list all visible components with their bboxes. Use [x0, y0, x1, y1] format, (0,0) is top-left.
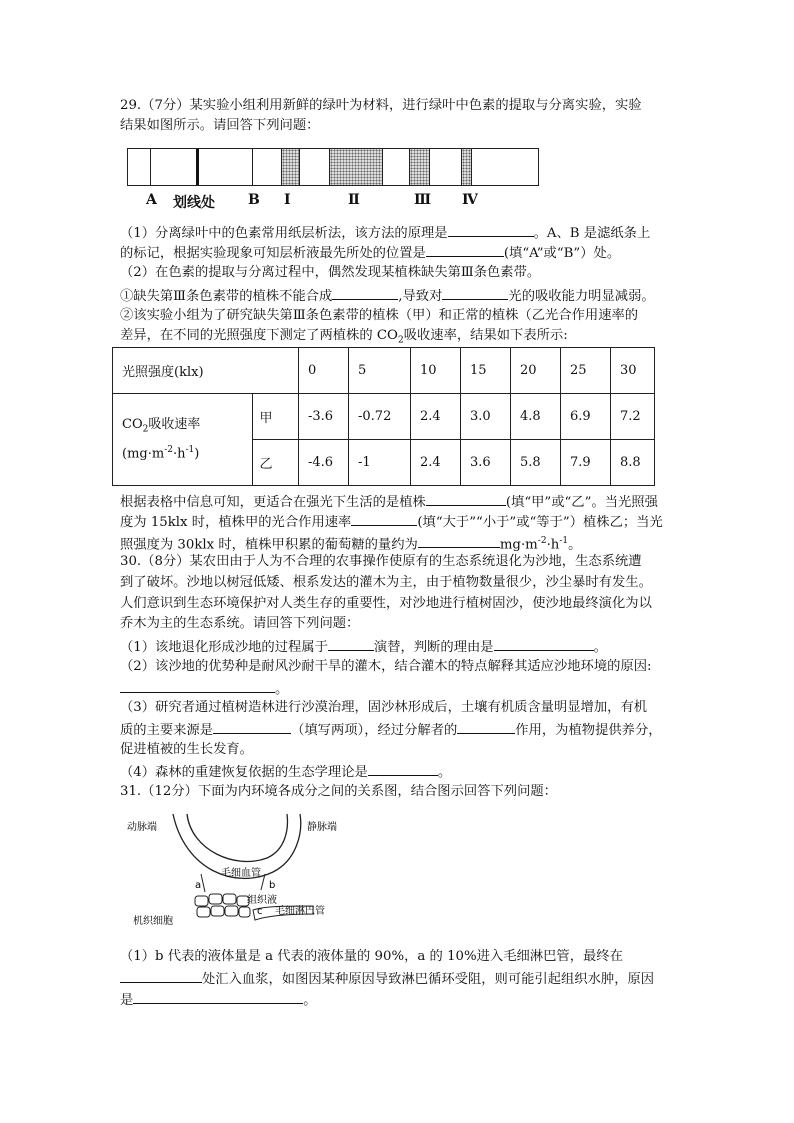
q30-part3-line1: （3）研究者通过植树造林进行沙漠治理，固沙林形成后，土壤有机质含量明显增加，有机	[120, 700, 648, 715]
label-b: b	[269, 880, 276, 891]
lymph-capillary-label: 毛细淋巴管	[275, 906, 325, 917]
text: 。	[593, 640, 607, 655]
label-a: a	[195, 880, 202, 891]
answer-blank[interactable]	[120, 968, 202, 983]
tissue-cell-label: 机织细胞	[133, 916, 173, 927]
q30-part4	[120, 761, 451, 783]
superscript: -1	[559, 536, 569, 546]
q29-after-line1	[120, 491, 658, 513]
q30-part2: （2）该沙地的优势种是耐风沙耐干旱的灌木，结合灌木的特点解释其适应沙地环境的原因:	[120, 659, 652, 674]
label-c: c	[257, 906, 263, 917]
table-row-label	[113, 394, 253, 486]
table-cell: 0	[299, 348, 349, 394]
strip-origin-line	[196, 149, 199, 185]
text: 度为 15klx 时，植株甲的光合作用速率	[120, 515, 352, 530]
table-cell: 20	[511, 348, 561, 394]
text: （填写两项），经过分解者的	[291, 723, 458, 738]
table-cell: 30	[611, 348, 655, 394]
table-cell: 6.9	[561, 394, 611, 440]
table-cell: -1	[349, 440, 411, 486]
text: 照强度为 30klx 时，植株甲积累的葡萄糖的量约为	[120, 537, 418, 553]
capillary-label: 毛细血管	[221, 868, 261, 879]
q29-intro-line-1: 29.（7分）某实验小组利用新鲜的绿叶为材料，进行绿叶中色素的提取与分离实验，实验	[120, 98, 642, 113]
text: 光的吸收能力明显减弱。	[508, 289, 655, 304]
text: 。	[303, 993, 317, 1008]
table-cell: 5.8	[511, 440, 561, 486]
text: ·h	[172, 445, 186, 461]
table-cell: 3.6	[461, 440, 511, 486]
table-cell: 10	[411, 348, 461, 394]
text: (填“大于”“小于”或“等于”）植株乙；当光	[417, 515, 663, 530]
text: 。A、B 是滤纸条上	[533, 226, 651, 241]
answer-blank[interactable]	[120, 678, 275, 693]
text: ·h	[546, 537, 560, 553]
answer-blank[interactable]	[494, 636, 594, 651]
text: 差异，在不同的光照强度下测定了两植株的 CO	[120, 328, 398, 343]
text: 演替，判断的理由是	[373, 640, 494, 655]
text: (mg·m	[122, 445, 165, 461]
q30-line4: 乔木为主的生态系统。请回答下列问题：	[120, 616, 360, 631]
q31-line1: 31.（12分）下面为内环境各成分之间的关系图，结合图示回答下列问题：	[120, 784, 557, 799]
text: 质的主要来源是	[120, 723, 214, 738]
q30-part1	[120, 636, 607, 658]
text: 。	[437, 765, 452, 780]
table-cell: -4.6	[299, 440, 349, 486]
table-row	[113, 394, 655, 440]
answer-blank[interactable]	[133, 989, 303, 1004]
q30-line1: 30.（8分）某农田由于人为不合理的农事操作使原有的生态系统退化为沙地，生态系统遭	[120, 554, 642, 569]
q29-after-line2	[120, 511, 663, 533]
text: (填“A”或“B”）处。	[503, 246, 621, 261]
answer-blank[interactable]	[328, 636, 374, 651]
text: 。	[275, 682, 289, 697]
text: ,导致对	[398, 289, 443, 304]
text: 是	[120, 993, 134, 1008]
strip-mark-a	[150, 149, 151, 185]
strip-label-1: Ⅰ	[284, 192, 291, 208]
text: (填“甲”或“乙”。当光照强	[505, 495, 658, 510]
tissue-fluid-label: 组织液	[247, 895, 277, 906]
text: 的标记，根据实验现象可知层析液最先所处的位置是	[120, 246, 426, 261]
table-cell: 2.4	[411, 394, 461, 440]
text: 作用，为植物提供养分，	[515, 723, 662, 738]
arrow-a	[201, 874, 205, 892]
text: （4）森林的重建恢复依据的生态学理论是	[120, 765, 368, 780]
text: （1）该地退化形成沙地的过程属于	[120, 640, 328, 655]
text: )	[194, 445, 200, 461]
q31-part1-line3	[120, 989, 317, 1011]
internal-environment-diagram	[125, 810, 365, 935]
table-plant-yi: 乙	[252, 440, 299, 486]
q30-line2: 到了破坏。沙地以树冠低矮、根系发达的灌木为主，由于植物数量很少，沙尘暴时有发生。	[120, 575, 652, 590]
table-cell: 8.8	[611, 440, 655, 486]
table-cell: -0.72	[349, 394, 411, 440]
q29-part1-line1	[120, 222, 650, 244]
capillary-wall-outer	[187, 814, 287, 861]
text: （1）分离绿叶中的色素常用纸层析法，该方法的原理是	[120, 226, 448, 241]
superscript: -1	[185, 444, 195, 455]
table-cell: 5	[349, 348, 411, 394]
table-cell: 7.2	[611, 394, 655, 440]
answer-blank[interactable]	[426, 242, 504, 257]
pigment-band-1	[281, 149, 300, 185]
text: 根据表格中信息可知，更适合在强光下生活的是植株	[120, 495, 426, 510]
q31-part1-line2	[120, 968, 654, 990]
text: 吸收速率	[148, 417, 201, 433]
q31-part1-line1: （1）b 代表的液体量是 a 代表的液体量的 90%，a 的 10%进入毛细淋巴管，最终在	[120, 949, 623, 964]
q30-line3: 人们意识到生态环境保护对人类生存的重要性，对沙地进行植树固沙，使沙地最终演化为以	[120, 596, 652, 611]
table-row	[113, 348, 655, 394]
co2-absorption-table	[112, 347, 655, 486]
strip-label-origin: 划线处	[173, 195, 215, 211]
q29-intro-line-2: 结果如图所示。请回答下列问题：	[120, 118, 320, 133]
text: 。	[568, 537, 582, 553]
strip-label-3: Ⅲ	[414, 192, 432, 208]
table-cell: -3.6	[299, 394, 349, 440]
answer-blank[interactable]	[332, 285, 398, 300]
q29-part2-1	[120, 285, 655, 307]
text: 处汇入血浆，如图因某种原因导致淋巴循环受阻，则可能引起组织水肿，原因	[202, 972, 655, 987]
text: CO	[122, 417, 143, 433]
q30-part3-line3: 促进植被的生长发育。	[120, 742, 253, 757]
answer-blank[interactable]	[213, 719, 291, 734]
text: 吸收速率，结果如下表所示:	[403, 328, 568, 343]
answer-blank[interactable]	[448, 222, 534, 237]
table-cell: 15	[461, 348, 511, 394]
vein-end-label: 静脉端	[307, 822, 337, 833]
q29-part2-2-line1: ②该实验小组为了研究缺失第Ⅲ条色素带的植株（甲）和正常的植株（乙光合作用速率的	[120, 308, 639, 323]
answer-blank[interactable]	[351, 511, 417, 526]
table-cell: 2.4	[411, 440, 461, 486]
strip-label-b: B	[248, 192, 260, 208]
chromatography-strip	[127, 148, 539, 186]
pigment-band-3	[409, 149, 430, 185]
strip-mark-b	[252, 149, 253, 185]
answer-blank[interactable]	[442, 285, 508, 300]
strip-label-2: Ⅱ	[348, 192, 360, 208]
table-cell: 3.0	[461, 394, 511, 440]
table-cell: 7.9	[561, 440, 611, 486]
q29-part2: （2）在色素的提取与分离过程中，偶然发现某植株缺失第Ⅲ条色素带。	[120, 265, 541, 280]
tissue-cells	[195, 894, 250, 917]
subscript: 2	[142, 424, 149, 435]
superscript: -2	[164, 444, 173, 455]
answer-blank[interactable]	[368, 761, 438, 776]
table-header-label: 光照强度(klx)	[113, 348, 299, 394]
artery-end-label: 动脉端	[127, 822, 157, 833]
q29-part1-line2	[120, 242, 620, 264]
text: ①缺失第Ⅲ条色素带的植株不能合成	[120, 289, 333, 304]
answer-blank[interactable]	[426, 491, 506, 506]
subscript: 2	[397, 335, 404, 346]
table-cell: 4.8	[511, 394, 561, 440]
text: mg·m	[499, 537, 538, 553]
answer-blank[interactable]	[418, 533, 500, 548]
strip-label-a: A	[146, 192, 157, 208]
pigment-band-4	[461, 149, 472, 185]
superscript: -2	[537, 536, 547, 546]
answer-blank[interactable]	[457, 719, 515, 734]
table-cell: 25	[561, 348, 611, 394]
strip-label-4: Ⅳ	[462, 192, 478, 208]
q30-part3-line2	[120, 719, 662, 741]
q30-part2-answer	[120, 678, 288, 700]
pigment-band-2	[329, 149, 383, 185]
table-plant-jia: 甲	[252, 394, 299, 440]
